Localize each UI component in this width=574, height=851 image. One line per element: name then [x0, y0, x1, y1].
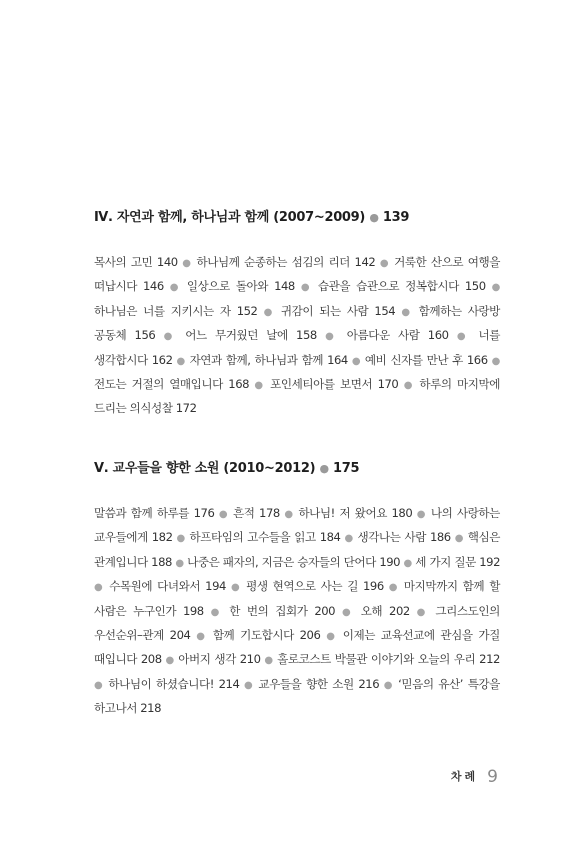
entry-word: 현역으로 [272, 579, 316, 594]
entry-word: 함께, [225, 352, 251, 367]
entry-word: 수목원에 [109, 579, 153, 594]
bullet-icon: ● [456, 331, 471, 343]
entry-page: 150 [464, 279, 486, 294]
entry-word: 때입니다 [94, 652, 137, 667]
entry-word: 다녀와서 [157, 579, 201, 594]
entry-page: 202 [389, 603, 410, 618]
bullet-icon: ● [163, 331, 177, 343]
entry-tail [361, 604, 410, 618]
entry-word: 너를 [143, 303, 165, 318]
entry-word: 아름다운 [346, 328, 390, 343]
bullet-icon: ● [383, 679, 394, 691]
entry-word: 목사의 [94, 255, 127, 269]
bullet-icon: ● [416, 606, 429, 618]
toc-entry [298, 506, 412, 520]
section-page: 175 [333, 461, 360, 476]
entry-page: 140 [156, 255, 178, 269]
bullet-icon: ● [169, 282, 181, 294]
entry-tail [275, 604, 335, 618]
toc-entry [347, 328, 449, 342]
toc-entry [213, 628, 321, 642]
bullet-icon: ● [182, 258, 192, 269]
entry-word: 자 [219, 303, 231, 318]
entry-tail [340, 377, 398, 391]
bullet-icon: ● [176, 533, 186, 545]
entry-tail [130, 401, 197, 415]
entry-tail [266, 328, 317, 342]
entry-word: 하루를 [156, 506, 190, 520]
bullet-icon: ● [254, 380, 265, 392]
toc-entry [178, 652, 260, 666]
entry-word: 습관을 [317, 279, 351, 294]
bullet-icon: ● [326, 631, 338, 643]
entry-tail [452, 353, 488, 367]
entry-word: 우리 [453, 652, 476, 667]
entry-tail [157, 579, 226, 593]
bullet-icon: ● [491, 355, 500, 367]
entry-word: 사람 [404, 530, 426, 545]
bullet-icon: ● [210, 606, 223, 618]
entry-word: 읽고 [294, 530, 316, 545]
bullet-icon: ● [230, 582, 242, 594]
entry-word: 사는 [320, 579, 343, 594]
bullet-icon: ● [264, 655, 274, 667]
bullet-icon: ● [175, 557, 184, 569]
toc-entry [233, 506, 280, 520]
bullet-icon: ● [325, 331, 339, 343]
entry-word: 교우들을 [258, 676, 302, 691]
entry-tail [94, 701, 161, 715]
entry-page: 172 [175, 401, 197, 416]
entry-tail [404, 530, 450, 544]
entry-page: 180 [391, 506, 413, 520]
entry-word: 사람 [398, 328, 420, 343]
entry-word: 관계입니다 [94, 554, 148, 569]
entry-page: 156 [134, 328, 156, 343]
bullet-icon: ● [401, 306, 413, 318]
entry-page: 160 [427, 328, 449, 343]
entry-word: 관심을 [440, 628, 473, 643]
section-heading [94, 206, 500, 225]
entry-tail [214, 652, 260, 666]
entry-page: 166 [466, 352, 488, 367]
entry-word: 포인세티아를 [270, 377, 335, 392]
entry-word: 질문 [454, 554, 476, 569]
toc-entry [109, 579, 226, 593]
entry-page: 210 [239, 652, 261, 667]
entry-tail [94, 328, 155, 342]
bullet-icon: ● [341, 606, 354, 618]
entry-tail [94, 530, 173, 544]
entry-word: 거룩한 [394, 255, 427, 269]
entry-word: 돌아와 [235, 279, 269, 294]
toc-entries [94, 502, 500, 720]
entry-word: 특강을 [467, 676, 500, 691]
entry-word: 하나님께 [196, 255, 240, 269]
entry-word: 귀감이 [280, 303, 314, 318]
entry-word: 하셨습니다! [156, 676, 214, 691]
bullet-icon: ● [403, 557, 412, 569]
entry-tail [157, 506, 215, 520]
entry-page: 182 [151, 530, 173, 545]
entry-page: 148 [274, 279, 295, 294]
entry-word: 집회가 [275, 603, 308, 618]
toc-entry [187, 555, 400, 569]
entry-page: 158 [296, 328, 317, 343]
section-page: 139 [382, 210, 410, 225]
entry-word: 평생 [246, 579, 268, 594]
entry-word: 생각 [214, 652, 236, 667]
entry-word: 나의 [430, 506, 453, 520]
bullet-icon: ● [300, 282, 312, 294]
bullet-icon: ● [284, 509, 294, 520]
bullet-icon: ● [196, 631, 208, 643]
bullet-icon: ● [351, 355, 361, 367]
entry-word: 보면서 [339, 377, 373, 392]
entry-page: 142 [354, 255, 376, 269]
entry-word: 하루의 [419, 377, 452, 392]
entry-tail [131, 255, 178, 269]
entry-page: 200 [314, 603, 336, 618]
bullet-icon: ● [94, 679, 104, 691]
page-footer [451, 765, 498, 787]
entry-page: 192 [479, 554, 500, 569]
entry-page: 212 [479, 652, 500, 667]
entry-word: 가지 [429, 554, 451, 569]
entry-tail [94, 555, 172, 569]
section-heading [94, 457, 500, 476]
entry-word: 함께 [462, 579, 485, 594]
entry-page: 196 [362, 579, 384, 594]
toc-entry [185, 328, 317, 342]
entry-word: 패자의, [222, 554, 259, 569]
entry-page: 162 [151, 352, 173, 367]
entry-tail [156, 677, 239, 691]
entry-page: 170 [377, 377, 399, 392]
toc-entry [94, 304, 257, 318]
entry-word: 산으로 [430, 255, 464, 269]
toc-entry [277, 652, 500, 666]
entry-word: 그리스도인의 [435, 603, 500, 618]
entry-word: 교우들에게 [94, 530, 148, 545]
toc-entries [94, 251, 500, 420]
entry-tail [454, 555, 500, 569]
entry-word: 사람은 [94, 603, 127, 618]
bullet-icon: ● [344, 533, 354, 545]
toc-entry [270, 377, 398, 391]
entry-tail [169, 377, 249, 391]
bullet-icon: ● [218, 509, 229, 520]
bullet-icon: ● [454, 533, 464, 545]
entry-word: 하나님과 [254, 352, 298, 367]
entry-page: 164 [327, 352, 348, 367]
entry-tail [94, 652, 162, 666]
entry-word: 하고나서 [94, 701, 137, 716]
entry-word: 되는 [319, 303, 341, 318]
entry-word: 거절의 [131, 377, 164, 392]
bullet-icon: ● [379, 258, 390, 269]
toc-entry [246, 579, 384, 593]
entry-word: 만난 [426, 352, 449, 367]
section-title: Ⅴ. 교우들을 향한 소원 (2010~2012) [94, 461, 316, 476]
entry-page: 206 [299, 628, 321, 643]
entry-word: 마지막에 [457, 377, 500, 392]
entry-word: 함께하는 [418, 303, 462, 318]
entry-word: 이제는 [342, 628, 376, 643]
entry-word: 하나님은 [94, 303, 137, 318]
bullet-icon: ● [416, 509, 427, 520]
entry-word: 유산’ [438, 676, 464, 691]
entry-tail [94, 353, 173, 367]
entry-word: 어느 [185, 328, 207, 343]
entry-word: ‘믿음의 [398, 676, 434, 691]
entry-word: 마지막까지 [403, 579, 458, 594]
entry-tail [344, 555, 400, 569]
toc-entry [196, 255, 375, 269]
entry-word: 하나님! [298, 506, 335, 520]
entry-word: 저 [339, 506, 351, 520]
entry-word: 정복합시다 [405, 279, 459, 294]
entry-word: 섬김의 [291, 255, 324, 269]
bullet-icon: ● [244, 679, 254, 691]
toc-entry [357, 530, 450, 544]
entry-word: 승자들의 [297, 554, 341, 569]
bullet-icon: ● [403, 380, 415, 392]
entry-word: 생각나는 [357, 530, 401, 545]
entry-word: 오늘의 [417, 652, 450, 667]
entry-word: 세 [415, 554, 427, 569]
entry-word: 왔어요 [354, 506, 387, 520]
entry-tail [94, 279, 164, 293]
bullet-icon: ● [176, 355, 186, 367]
toc-section [94, 206, 500, 420]
entry-word: 말씀과 [94, 506, 127, 520]
entry-page: 178 [259, 506, 280, 520]
entry-word: 하프타임의 [189, 530, 244, 545]
entry-word: 길 [347, 579, 358, 594]
entry-word: 번의 [246, 603, 269, 618]
entry-word: 아버지 [178, 652, 211, 667]
entry-word: 흔적 [233, 506, 255, 520]
entry-word: 소원 [332, 676, 354, 691]
toc-entry [94, 255, 178, 269]
entry-page: 204 [169, 628, 191, 643]
entry-page: 188 [151, 554, 172, 569]
entry-word: 일상으로 [186, 279, 230, 294]
toc-entry [190, 530, 341, 544]
toc-entry [190, 353, 348, 367]
entry-page: 168 [228, 377, 250, 392]
entry-word: 자연과 [189, 352, 222, 367]
entry-tail [347, 579, 384, 593]
entry-tail [405, 279, 486, 293]
toc-entry [361, 604, 410, 618]
entry-word: 생각합시다 [94, 352, 148, 367]
entry-page: 208 [140, 652, 162, 667]
entry-word: 박물관 [334, 652, 367, 667]
entry-word: 너를 [478, 328, 500, 343]
entry-word: 드리는 [94, 401, 127, 416]
entry-page: 214 [218, 676, 240, 691]
entry-tail [133, 604, 204, 618]
entry-page: 194 [205, 579, 226, 594]
toc-entry [258, 677, 379, 691]
entry-page: 154 [374, 303, 396, 318]
entry-word: 리더 [328, 255, 350, 269]
entry-tail [332, 677, 379, 691]
toc-entry [365, 353, 488, 367]
entry-tail [236, 279, 295, 293]
bullet-icon: ● [319, 462, 329, 475]
entry-word: 지키시는 [170, 303, 214, 318]
entry-page: 218 [140, 701, 162, 716]
entry-word: 신자를 [390, 352, 423, 367]
entry-word: 향한 [306, 676, 328, 691]
entry-page: 186 [429, 530, 451, 545]
entry-tail [398, 328, 449, 342]
toc-entry [94, 377, 249, 391]
entry-word: 오해 [360, 603, 383, 618]
entry-word: 기도합시다 [240, 628, 294, 643]
bullet-icon: ● [388, 582, 399, 594]
entry-word: 우선순위–관계 [94, 628, 164, 643]
entry-page: 176 [193, 506, 215, 520]
bullet-icon: ● [94, 582, 105, 594]
entry-word: 사랑방 [467, 303, 500, 318]
entry-tail [94, 628, 190, 642]
entry-word: 사랑하는 [456, 506, 500, 520]
entry-word: 홀로코스트 [277, 652, 331, 667]
entry-page: 146 [143, 279, 164, 294]
toc-entry [281, 304, 395, 318]
entry-word: 단어다 [343, 554, 376, 569]
entry-word: 의식성찰 [129, 401, 173, 416]
entry-page: 190 [379, 554, 401, 569]
entry-word: 후 [452, 352, 463, 367]
entry-word: 고민 [130, 255, 153, 269]
entry-word: 교육선교에 [380, 628, 435, 643]
entry-tail [355, 506, 413, 520]
entry-word: 사람 [346, 303, 369, 318]
entry-word: 순종하는 [244, 255, 288, 269]
bullet-icon: ● [369, 211, 379, 224]
entry-tail [240, 628, 320, 642]
entry-tail [294, 530, 340, 544]
bullet-icon: ● [263, 306, 275, 318]
entry-tail [347, 304, 395, 318]
entry-word: 핵심은 [467, 530, 500, 545]
toc-entry [108, 677, 239, 691]
entry-tail [220, 304, 258, 318]
toc-entry [94, 506, 214, 520]
toc-section [94, 457, 500, 720]
entry-word: 이야기와 [370, 652, 414, 667]
toc-entry [318, 279, 486, 293]
entry-word: 함께 [301, 352, 324, 367]
entry-word: 함께 [212, 628, 235, 643]
toc-entry [415, 555, 500, 569]
entry-word: 할 [489, 579, 500, 594]
entry-word: 공동체 [94, 328, 127, 343]
entry-word: 여행을 [467, 255, 500, 269]
entry-tail [328, 255, 375, 269]
entry-word: 전도는 [94, 377, 127, 392]
entry-word: 나중은 [187, 554, 220, 569]
section-title: Ⅳ. 자연과 함께, 하나님과 함께 (2007~2009) [94, 210, 366, 225]
entry-tail [233, 506, 280, 520]
entry-tail [302, 353, 348, 367]
entry-word: 날에 [266, 328, 288, 343]
toc-entry [229, 604, 335, 618]
entry-word: 떠납시다 [94, 279, 137, 294]
entry-page: 184 [319, 530, 341, 545]
entry-word: 열매입니다 [169, 377, 223, 392]
entry-word: 고수들을 [247, 530, 291, 545]
entry-tail [454, 652, 500, 666]
entry-word: 습관으로 [356, 279, 400, 294]
toc-entry [187, 279, 295, 293]
entry-word: 누구인가 [133, 603, 177, 618]
entry-word: 한 [229, 603, 241, 618]
bullet-icon: ● [491, 282, 500, 294]
entry-page: 152 [236, 303, 258, 318]
entry-word: 무거웠던 [214, 328, 258, 343]
entry-word: 함께 [130, 506, 153, 520]
entry-word: 하나님이 [108, 676, 152, 691]
entry-word: 지금은 [261, 554, 294, 569]
entry-page: 198 [182, 603, 204, 618]
entry-word: 가질 [478, 628, 500, 643]
entry-word: 예비 [364, 352, 387, 367]
bullet-icon: ● [165, 655, 175, 667]
page-number: 9 [487, 767, 498, 787]
entry-page: 216 [358, 676, 380, 691]
footer-label: 차례 [450, 770, 479, 783]
